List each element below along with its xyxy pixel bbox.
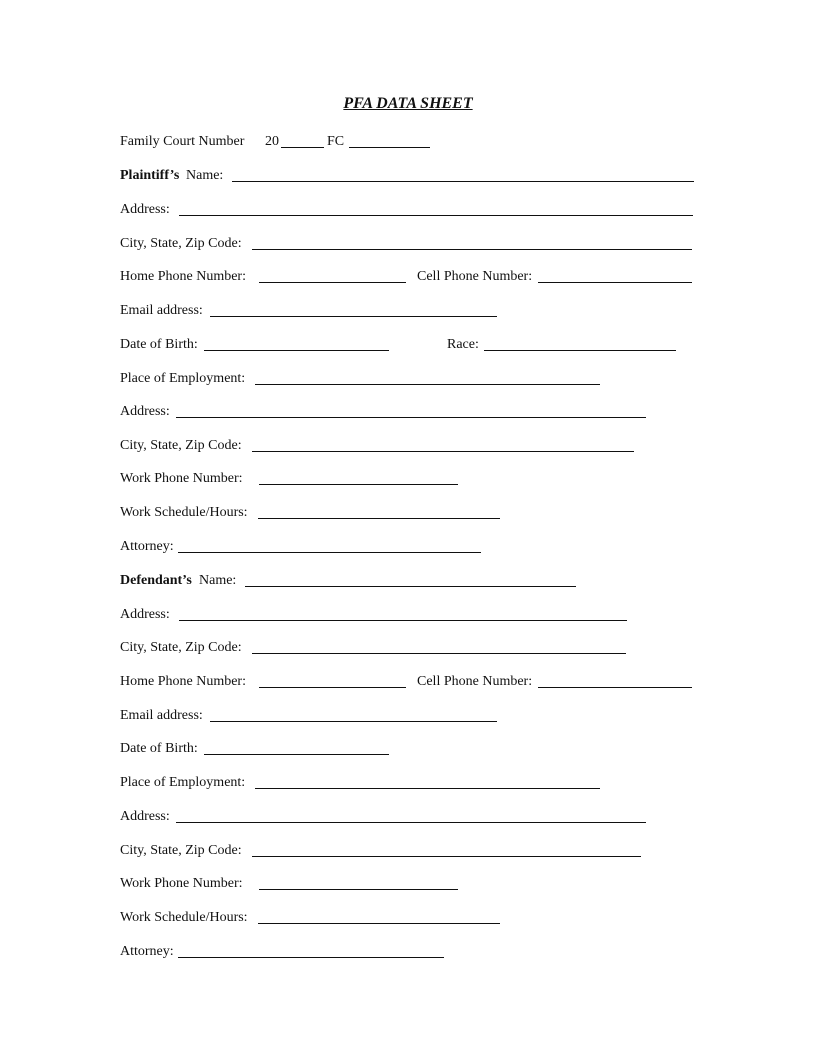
defendant-email-row: [120, 707, 700, 727]
plaintiff-email-field[interactable]: [210, 316, 497, 317]
defendant-name-field[interactable]: [245, 586, 576, 587]
defendant-email-label: Email address:: [120, 708, 203, 723]
plaintiff-race-field[interactable]: [484, 350, 676, 351]
defendant-employment-label: Place of Employment:: [120, 775, 246, 790]
defendant-employment-row: [120, 774, 700, 794]
plaintiff-work-city-row: [120, 437, 700, 457]
plaintiff-cell-phone-field[interactable]: [538, 282, 692, 283]
defendant-address-row: [120, 606, 700, 626]
defendant-work-phone-label: Work Phone Number:: [120, 876, 243, 891]
defendant-phone-row: [120, 673, 700, 693]
fc-label: FC: [327, 134, 345, 149]
defendant-work-city-row: [120, 842, 700, 862]
plaintiff-email-row: [120, 302, 700, 322]
defendant-heading: Defendant’s: [120, 573, 192, 588]
plaintiff-heading: Plaintiff’s: [120, 168, 180, 183]
plaintiff-work-city-label: City, State, Zip Code:: [120, 438, 242, 453]
plaintiff-employment-field[interactable]: [255, 384, 600, 385]
plaintiff-address-label: Address:: [120, 202, 170, 217]
family-court-row: [120, 133, 440, 153]
plaintiff-dob-field[interactable]: [204, 350, 389, 351]
plaintiff-work-address-field[interactable]: [176, 417, 646, 418]
defendant-work-address-label: Address:: [120, 809, 170, 824]
plaintiff-work-phone-label: Work Phone Number:: [120, 471, 243, 486]
plaintiff-work-phone-row: [120, 470, 700, 490]
defendant-city-field[interactable]: [252, 653, 626, 654]
defendant-work-address-row: [120, 808, 700, 828]
page-title: PFA DATA SHEET: [343, 95, 473, 112]
defendant-dob-field[interactable]: [204, 754, 389, 755]
plaintiff-home-phone-field[interactable]: [259, 282, 406, 283]
plaintiff-work-city-field[interactable]: [252, 451, 634, 452]
plaintiff-schedule-row: [120, 504, 700, 524]
year-prefix: 20: [265, 134, 279, 149]
plaintiff-employment-row: [120, 370, 700, 390]
plaintiff-city-field[interactable]: [252, 249, 692, 250]
defendant-address-field[interactable]: [179, 620, 627, 621]
defendant-dob-label: Date of Birth:: [120, 741, 198, 756]
defendant-work-address-field[interactable]: [176, 822, 646, 823]
defendant-name-row: [120, 572, 700, 592]
defendant-home-phone-field[interactable]: [259, 687, 406, 688]
plaintiff-work-phone-field[interactable]: [259, 484, 458, 485]
defendant-dob-row: [120, 740, 700, 760]
plaintiff-attorney-label: Attorney:: [120, 539, 174, 554]
defendant-home-phone-label: Home Phone Number:: [120, 674, 246, 689]
defendant-address-label: Address:: [120, 607, 170, 622]
defendant-work-phone-row: [120, 875, 700, 895]
plaintiff-work-address-row: [120, 403, 700, 423]
defendant-work-city-field[interactable]: [252, 856, 641, 857]
plaintiff-work-address-label: Address:: [120, 404, 170, 419]
plaintiff-home-phone-label: Home Phone Number:: [120, 269, 246, 284]
plaintiff-attorney-field[interactable]: [178, 552, 481, 553]
plaintiff-dob-label: Date of Birth:: [120, 337, 198, 352]
defendant-work-city-label: City, State, Zip Code:: [120, 843, 242, 858]
defendant-attorney-label: Attorney:: [120, 944, 174, 959]
plaintiff-name-label: Name:: [186, 168, 224, 183]
plaintiff-cell-phone-label: Cell Phone Number:: [417, 269, 533, 284]
defendant-city-label: City, State, Zip Code:: [120, 640, 242, 655]
defendant-schedule-label: Work Schedule/Hours:: [120, 910, 248, 925]
fc-number-field[interactable]: [349, 147, 430, 148]
family-court-label: Family Court Number: [120, 134, 245, 149]
defendant-work-phone-field[interactable]: [259, 889, 458, 890]
plaintiff-attorney-row: [120, 538, 700, 558]
defendant-cell-phone-label: Cell Phone Number:: [417, 674, 533, 689]
plaintiff-phone-row: [120, 268, 700, 288]
plaintiff-name-row: [120, 167, 700, 187]
plaintiff-name-field[interactable]: [232, 181, 694, 182]
defendant-email-field[interactable]: [210, 721, 497, 722]
defendant-cell-phone-field[interactable]: [538, 687, 692, 688]
defendant-schedule-field[interactable]: [258, 923, 500, 924]
defendant-employment-field[interactable]: [255, 788, 600, 789]
plaintiff-address-field[interactable]: [179, 215, 693, 216]
defendant-attorney-row: [120, 943, 700, 963]
plaintiff-employment-label: Place of Employment:: [120, 371, 246, 386]
defendant-schedule-row: [120, 909, 700, 929]
plaintiff-schedule-label: Work Schedule/Hours:: [120, 505, 248, 520]
defendant-city-row: [120, 639, 700, 659]
plaintiff-city-row: [120, 235, 700, 255]
defendant-attorney-field[interactable]: [178, 957, 444, 958]
defendant-name-label: Name:: [199, 573, 237, 588]
plaintiff-email-label: Email address:: [120, 303, 203, 318]
plaintiff-address-row: [120, 201, 700, 221]
plaintiff-schedule-field[interactable]: [258, 518, 500, 519]
year-field[interactable]: [281, 147, 324, 148]
plaintiff-city-label: City, State, Zip Code:: [120, 236, 242, 251]
plaintiff-race-label: Race:: [447, 337, 479, 352]
plaintiff-dob-row: [120, 336, 700, 356]
